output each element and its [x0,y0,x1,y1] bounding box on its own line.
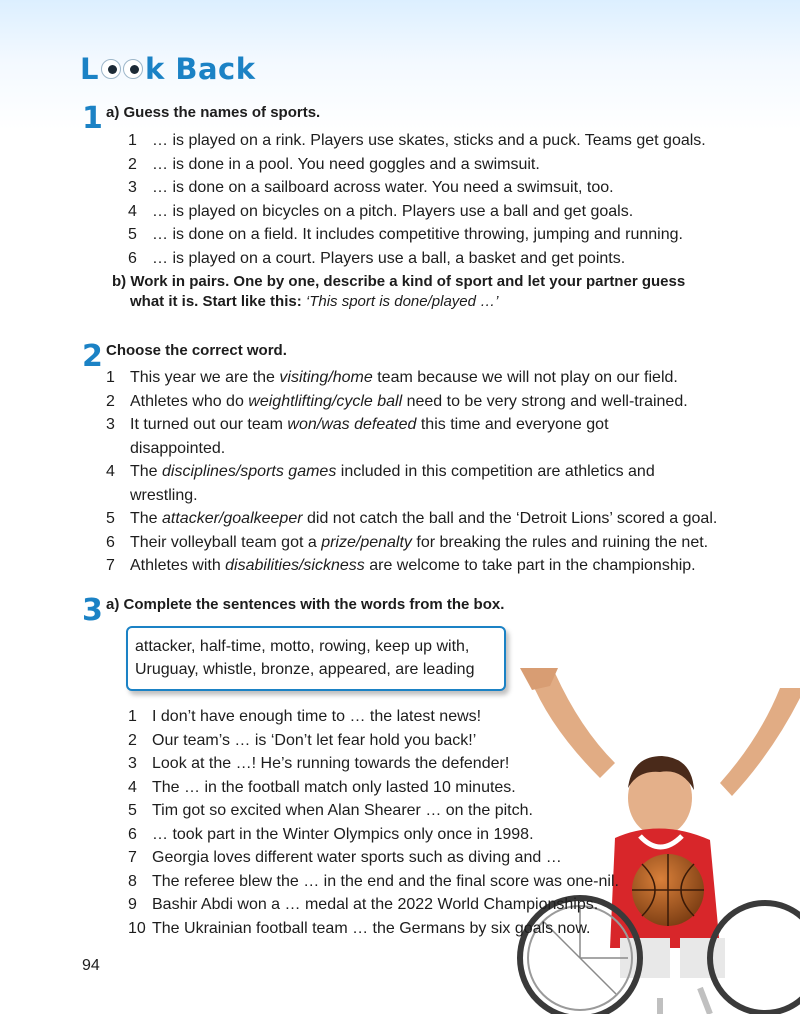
item-number: 5 [106,510,115,527]
item-text-post: need to be very strong and well-trained. [402,392,688,410]
list-item [128,893,658,917]
list-item [128,153,768,177]
item-text [130,460,695,507]
item-text-pre: The [130,463,163,480]
item-text: Look at the …! He’s running towards the defender! [152,755,510,772]
eye-left-icon [101,59,121,79]
list-item [128,917,658,941]
shorts-right [680,938,725,978]
item-text [130,390,766,414]
list-item [128,799,658,823]
list-item [128,870,658,894]
exercise-2-number: 2 [82,339,103,374]
item-text: The referee blew the … in the end and the final score was one-nil. [152,872,619,890]
item-number: 3 [128,179,137,196]
item-text-post: this time and everyone got disappointed. [130,416,609,457]
exercise-1-task-a: a) Guess the names of sports. [106,104,321,121]
word-box-line1: attacker, half-time, motto, rowing, keep up with, [135,638,470,655]
item-number: 2 [128,731,137,749]
list-item [128,705,658,729]
exercise-3-list [128,705,658,940]
exercise-1-number: 1 [82,101,103,136]
exercise-1-list [128,129,768,270]
item-number: 8 [128,872,137,890]
list-item [128,176,768,200]
item-number: 1 [128,708,137,725]
item-text [130,413,665,460]
list-item [128,129,768,153]
exercise-3-task: a) Complete the sentences with the words from the box. [106,596,505,613]
wheelchair-frame [660,988,710,1014]
item-text: The Ukrainian football team … the Germans by six goals now. [152,919,591,937]
list-item [128,776,658,800]
item-text: The … in the football match only lasted 10 minutes. [152,778,516,796]
item-number: 7 [128,849,137,866]
item-text: … is done in a pool. You need goggles and a swimsuit. [152,155,540,173]
list-item [106,531,766,555]
task-b-line2: what it is. Start like this: [130,293,306,310]
item-number: 1 [128,132,137,149]
item-number: 3 [106,416,115,433]
item-text-pre: Athletes with [130,557,226,574]
exercise-2-task: Choose the correct word. [106,342,287,359]
title-rest: k Back [144,52,256,86]
page-number: 94 [82,957,100,974]
item-text: … is played on a court. Players use a ball, a basket and get points. [152,249,626,267]
item-text [130,507,766,531]
item-text-pre: Their volleyball team got a [130,533,322,551]
list-item [106,390,766,414]
item-number: 6 [106,533,115,551]
item-text-pre: This year we are the [130,369,280,386]
item-text: Bashir Abdi won a … medal at the 2022 World Championships. [152,896,599,913]
item-number: 10 [128,919,146,937]
exercise-1-task-b [112,272,752,312]
item-number: 6 [128,249,137,267]
item-text: … is played on a rink. Players use skates, sticks and a puck. Teams get goals. [152,132,706,149]
item-text-post: team because we will not play on our field. [372,369,678,386]
item-text: Our team’s … is ‘Don’t let fear hold you back!’ [152,731,477,749]
item-text [130,554,766,578]
item-number: 4 [128,778,137,796]
list-item [128,247,768,271]
item-text: Tim got so excited when Alan Shearer … on the pitch. [152,802,533,819]
item-number: 5 [128,802,137,819]
item-number: 9 [128,896,137,913]
item-text-post: are welcome to take part in the championship. [364,557,696,574]
item-text-post: included in this competition are athletics and wrestling. [130,463,655,504]
item-text: … took part in the Winter Olympics only once in 1998. [152,825,534,843]
item-text-pre: Athletes who do [130,392,249,410]
word-box [126,626,506,691]
item-text-pre: It turned out our team [130,416,288,433]
item-text-post: did not catch the ball and the ‘Detroit Lions’ scored a goal. [302,510,718,527]
item-number: 2 [106,392,115,410]
item-option: weightlifting/cycle ball [248,392,403,410]
item-text [130,531,766,555]
item-number: 7 [106,557,115,574]
right-arm [720,688,800,796]
list-item [128,200,768,224]
item-number: 4 [106,463,115,480]
word-box-line2: Uruguay, whistle, bronze, appeared, are leading [135,661,475,678]
list-item [128,729,658,753]
item-option: won/was defeated [287,416,417,433]
task-b-line1: b) Work in pairs. One by one, describe a kind of sport and let your partner guess [112,273,686,290]
page-title [80,52,256,86]
item-text: I don’t have enough time to … the latest news! [152,708,482,725]
list-item [106,413,766,460]
list-item [106,507,766,531]
item-number: 5 [128,226,137,243]
item-number: 2 [128,155,137,173]
item-option: attacker/goalkeeper [162,510,303,527]
list-item [128,223,768,247]
list-item [128,823,658,847]
item-text: … is done on a sailboard across water. You need a swimsuit, too. [152,179,614,196]
list-item [106,366,766,390]
task-b-example: ‘This sport is done/played …’ [305,293,499,310]
title-letter-l: L [80,52,99,86]
item-text-pre: The [130,510,163,527]
eye-right-icon [123,59,143,79]
item-text: … is played on bicycles on a pitch. Players use a ball and get goals. [152,202,634,220]
item-text-post: for breaking the rules and ruining the net. [411,533,709,551]
item-number: 6 [128,825,137,843]
list-item [128,846,658,870]
task-b-line2-wrap [112,292,752,312]
item-option: disabilities/sickness [225,557,365,574]
item-text: Georgia loves different water sports such as diving and … [152,849,562,866]
list-item [128,752,658,776]
item-number: 3 [128,755,137,772]
item-text: … is done on a field. It includes competitive throwing, jumping and running. [152,226,683,243]
list-item [106,460,766,507]
item-text [130,366,766,390]
item-number: 4 [128,202,137,220]
item-option: visiting/home [279,369,373,386]
list-item [106,554,766,578]
item-option: prize/penalty [321,533,412,551]
exercise-2-list [106,366,766,578]
eyes-icon [100,59,144,79]
exercise-3-number: 3 [82,593,103,628]
item-number: 1 [106,369,115,386]
item-option: disciplines/sports games [162,463,337,480]
